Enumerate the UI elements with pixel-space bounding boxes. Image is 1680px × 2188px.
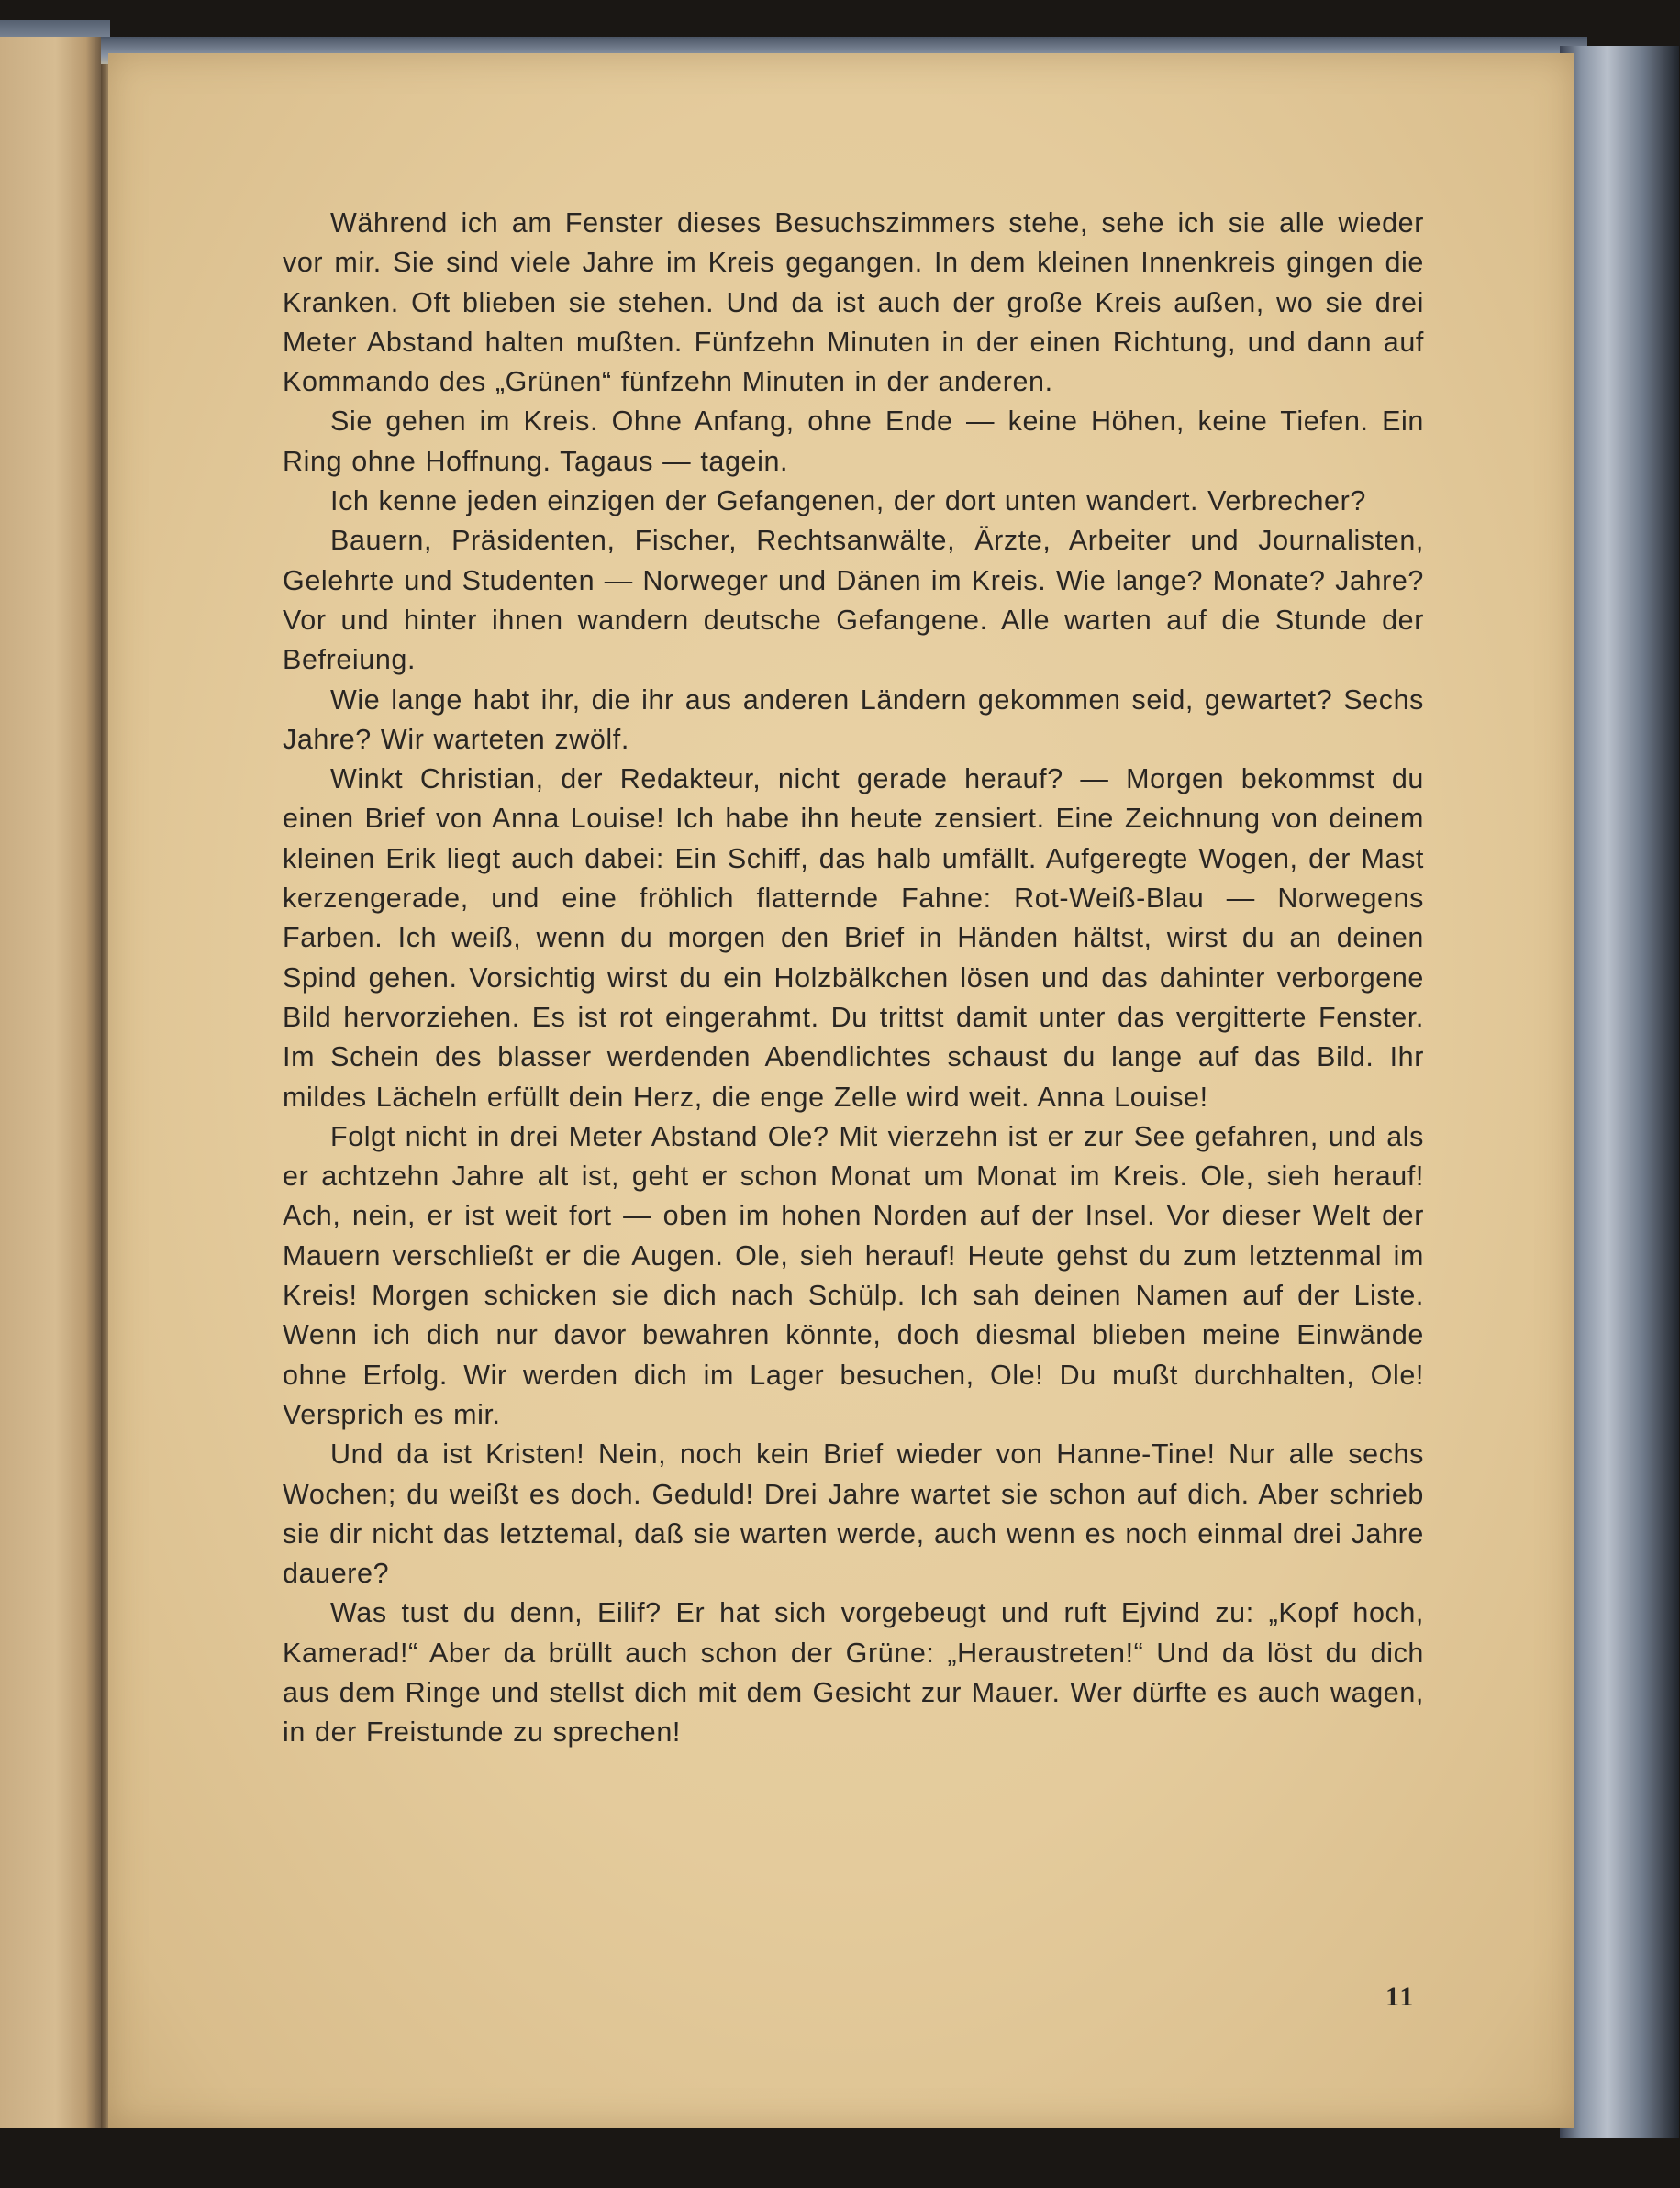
paragraph: Sie gehen im Kreis. Ohne Anfang, ohne Ende — keine Höhen, keine Tiefen. Ein Ring ohne Hoffnung. Tagaus — tagein. [283, 405, 1424, 477]
paragraph: Winkt Christian, der Redakteur, nicht gerade herauf? — Morgen bekommst du einen Brief von Anna Louise! Ich habe ihn heute zensiert. Eine Zeichnung von deinem kleinen Erik liegt auch dabei: Ein Schiff, das halb umfällt. Aufgeregte Wogen, der Mast kerzengerade, und eine fröhlich flatternde Fahne: Rot-Weiß-Blau — Norwegens Farben. Ich weiß, wenn du morgen den Brief in Händen hältst, wirst du an deinen Spind gehen. Vorsichtig wirst du ein Holzbälkchen lösen und das dahinter verborgene Bild hervorziehen. Es ist rot eingerahmt. Du trittst damit unter das vergitterte Fenster. Im Schein des blasser werdenden Abendlichtes schaust du lange auf das Bild. Ihr mildes Lächeln erfüllt dein Herz, die enge Zelle wird weit. Anna Louise! [283, 763, 1424, 1113]
paragraph: Und da ist Kristen! Nein, noch kein Brief wieder von Hanne-Tine! Nur alle sechs Wochen; du weißt es doch. Geduld! Drei Jahre wartet sie schon auf dich. Aber schrieb sie dir nicht das letztemal, daß sie warten werde, auch wenn es noch einmal drei Jahre dauere? [283, 1438, 1424, 1590]
paragraph: Ich kenne jeden einzigen der Gefangenen, der dort unten wandert. Verbrecher? [330, 485, 1366, 517]
paragraph: Während ich am Fenster dieses Besuchszimmers stehe, sehe ich sie alle wieder vor mir. Sie sind viele Jahre im Kreis gegangen. In dem kleinen Innenkreis gingen die Kranken. Oft blieben sie stehen. Und da ist auch der große Kreis außen, wo sie drei Meter Abstand halten mußten. Fünfzehn Minuten in der einen Richtung, und dann auf Kommando des „Grünen“ fünfzehn Minuten in der anderen. [283, 207, 1424, 398]
paragraph: Wie lange habt ihr, die ihr aus anderen Ländern gekommen seid, gewartet? Sechs Jahre? Wir warteten zwölf. [283, 683, 1424, 755]
paragraph: Was tust du denn, Eilif? Er hat sich vorgebeugt und ruft Ejvind zu: „Kopf hoch, Kamerad!“ Aber da brüllt auch schon der Grüne: „Heraustreten!“ Und da löst du dich aus dem Ringe und stellst dich mit dem Gesicht zur Mauer. Wer dürfte es auch wagen, in der Freistunde zu sprechen! [283, 1597, 1424, 1749]
paragraph: Bauern, Präsidenten, Fischer, Rechtsanwälte, Ärzte, Arbeiter und Journalisten, Gelehrte und Studenten — Norweger und Dänen im Kreis. Wie lange? Monate? Jahre? Vor und hinter ihnen wandern deutsche Gefangene. Alle warten auf die Stunde der Befreiung. [283, 525, 1424, 676]
body-text [283, 204, 1424, 1753]
right-cover-edge [1560, 46, 1679, 2138]
page-number: 11 [1385, 1982, 1416, 2012]
paragraph: Folgt nicht in drei Meter Abstand Ole? Mit vierzehn ist er zur See gefahren, und als er achtzehn Jahre alt ist, geht er schon Monat um Monat im Kreis. Ole, sieh herauf! Ach, nein, er ist weit fort — oben im hohen Norden auf der Insel. Vor dieser Welt der Mauern verschließt er die Augen. Ole, sieh herauf! Heute gehst du zum letztenmal im Kreis! Morgen schicken sie dich nach Schülp. Ich sah deinen Namen auf der Liste. Wenn ich dich nur davor bewahren könnte, doch diesmal blieben meine Einwände ohne Erfolg. Wir werden dich im Lager besuchen, Ole! Du mußt durchhalten, Ole! Versprich es mir. [283, 1120, 1424, 1430]
facing-page [0, 37, 101, 2128]
